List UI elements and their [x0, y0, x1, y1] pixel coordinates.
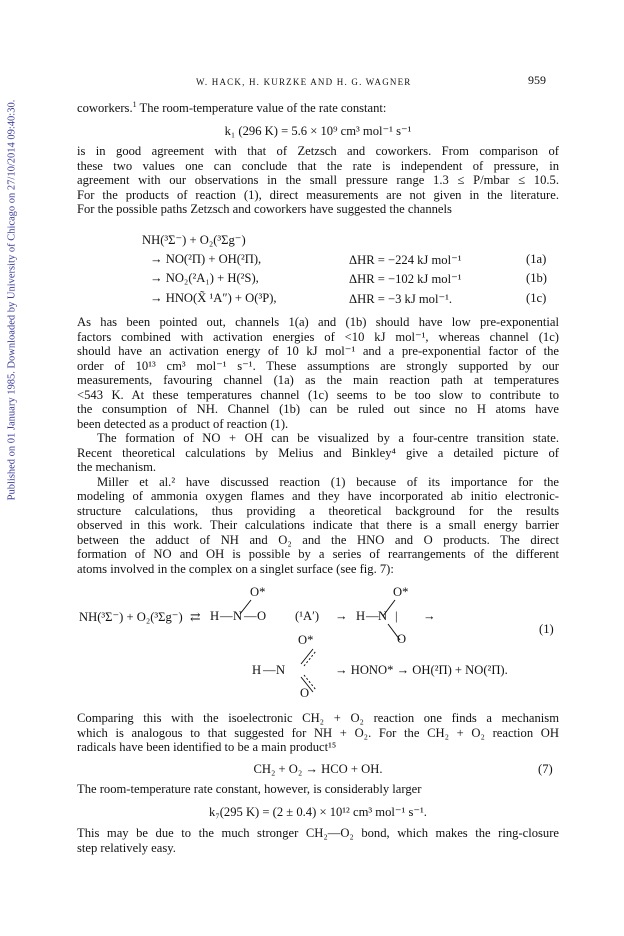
text-line: is in good agreement with that of Zetzsch and coworkers. From comparison of — [77, 144, 559, 158]
text-line: the consumption of NH. Channel (1b) can be ruled out since no H atoms have — [77, 402, 559, 416]
text-line: the mechanism. — [77, 460, 157, 474]
equation-7-label: (7) — [538, 762, 553, 776]
scheme-ring-bar: | — [395, 609, 398, 623]
channel-1a-products: → NO(²Π) + OH(²Π), — [150, 252, 262, 266]
paragraph-conclusion — [77, 826, 559, 855]
text-line: agreement with our observations in the small pressure range 1.3 ≤ P/mbar ≤ 10.5. — [77, 173, 559, 187]
scheme-equilibrium-arrow: ⇄ — [190, 610, 201, 624]
text-line: Recent theoretical calculations by Melius and Binkley⁴ give a detailed picture of — [77, 445, 559, 460]
channel-reactants: NH(³Σ⁻) + O₂(³Σg⁻) — [142, 233, 246, 247]
text-line: <543 K. At these temperatures channel (1c) seems to be too slow to contribute to — [77, 387, 559, 402]
text-line: Miller et al.² have discussed reaction (1) because of its importance for the — [97, 474, 559, 489]
scheme-arrow1: → — [335, 609, 348, 623]
text-line: formation of NO and OH is possible by a series of rearrangements of the different — [77, 547, 559, 561]
scheme-label: (1) — [539, 622, 554, 636]
scheme-state: (¹A′) — [295, 609, 320, 623]
scheme-n2: N — [378, 609, 388, 623]
text-line: For the products of reaction (1), direct measurements are not given in the literature. — [77, 187, 559, 202]
scheme-h2: H — [356, 609, 366, 623]
channel-1a-enthalpy: ΔHR = −224 kJ mol⁻¹ — [349, 253, 462, 267]
scheme-o2: O — [397, 632, 407, 646]
text-line: these two values one can conclude that the rate is independent of pressure, in — [77, 158, 559, 173]
scheme-o1: O — [257, 609, 267, 623]
intro-text: coworkers. — [77, 101, 133, 115]
text-line: step relatively easy. — [77, 840, 176, 855]
scheme-hono: → HONO* → OH(²Π) + NO(²Π). — [335, 663, 508, 677]
scheme-reactants: NH(³Σ⁻) + O₂(³Σg⁻) — [79, 610, 183, 624]
text-line: should have an activation energy of 10 kJ mol⁻¹ and a pre-exponential factor of the — [77, 344, 559, 358]
text-line: between the adduct of NH and O₂ and the HNO and O products. The direct — [77, 532, 559, 547]
text-line: factors combined with activation energies of <10 kJ mol⁻¹, whereas channel (1c) — [77, 329, 559, 344]
scheme-bond-dash: — — [263, 663, 276, 677]
scheme-bond-dash: — — [366, 609, 379, 623]
equation-k1: k₁ (296 K) = 5.6 × 10⁹ cm³ mol⁻¹ s⁻¹ — [224, 124, 412, 138]
text-line: Comparing this with the isoelectronic CH₂ + O₂ reaction one finds a mechanism — [77, 711, 559, 725]
text-line: measurements, favouring channel (1a) as the main reaction path at temperatures — [77, 373, 559, 387]
channel-1c-label: (1c) — [526, 291, 547, 305]
scheme-n3: N — [276, 663, 286, 677]
scheme-ostar1: O* — [250, 585, 266, 599]
text-line: The formation of NO + OH can be visualized by a four-centre transition state. — [97, 431, 559, 445]
page-number: 959 — [528, 73, 546, 87]
text-line: This may be due to the much stronger CH₂—O₂ bond, which makes the ring-closure — [77, 826, 559, 840]
scheme-ostar3: O* — [298, 633, 314, 647]
scheme-h1: H — [210, 609, 220, 623]
paragraph-rate: The room-temperature rate constant, however, is considerably larger — [77, 782, 422, 796]
scheme-bond-dash: — — [220, 609, 233, 623]
equation-7: CH₂ + O₂ → HCO + OH. — [253, 762, 383, 776]
ref-1: 1 — [132, 99, 137, 109]
text-line: structure calculations, thus providing a theoretical background for the results — [77, 503, 559, 518]
channel-1b-label: (1b) — [526, 271, 547, 285]
equation-k7: k₇(295 K) = (2 ± 0.4) × 10¹² cm³ mol⁻¹ s⁻¹. — [209, 805, 427, 819]
scheme-arrow2: → — [423, 609, 436, 623]
text-line: For the possible paths Zetzsch and coworkers have suggested the channels — [77, 202, 452, 216]
text-line: which is analogous to that suggested for NH + O₂. For the CH₂ + O₂ reaction OH — [77, 725, 559, 740]
scheme-h3: H — [252, 663, 262, 677]
channel-1b-enthalpy: ΔHR = −102 kJ mol⁻¹ — [349, 272, 462, 286]
text-line: order of 10¹³ cm³ mol⁻¹ s⁻¹. These assumptions are strongly supported by our — [77, 358, 559, 373]
text-line: radicals have been identified to be a main product¹⁵ — [77, 740, 337, 754]
scheme-n1: N — [233, 609, 243, 623]
channel-1c-products: → HNO(X̃ ¹A″) + O(³P), — [150, 291, 277, 305]
text-line: been detected as a product of reaction (1). — [77, 416, 289, 431]
channel-1c-enthalpy: ΔHR = −3 kJ mol⁻¹. — [349, 292, 453, 306]
text-line: As has been pointed out, channels 1(a) and (1b) should have low pre-exponential — [77, 315, 559, 329]
channel-1a-label: (1a) — [526, 252, 547, 266]
text-line: observed in this work. Their calculations indicate that there is a small energy barrier — [77, 518, 559, 532]
scheme-ostar2: O* — [393, 585, 409, 599]
download-stamp-text: Published on 01 January 1985. Downloaded by University of Chicago on 27/10/2014 09:40:30. — [6, 99, 18, 501]
running-header: W. HACK, H. KURZKE AND H. G. WAGNER — [196, 77, 412, 87]
text-line: atoms involved in the complex on a singlet surface (see fig. 7): — [77, 561, 394, 576]
text-line: modeling of ammonia oxygen flames and they have incorporated ab initio electronic- — [77, 489, 559, 503]
scheme-bond-dash: — — [244, 609, 257, 623]
paragraph-ch2 — [77, 711, 559, 755]
channel-1b-products: → NO₂(²A₁) + H(²S), — [150, 271, 259, 285]
scheme-o3: O — [300, 686, 310, 700]
intro-rest: The room-temperature value of the rate constant: — [136, 101, 387, 115]
